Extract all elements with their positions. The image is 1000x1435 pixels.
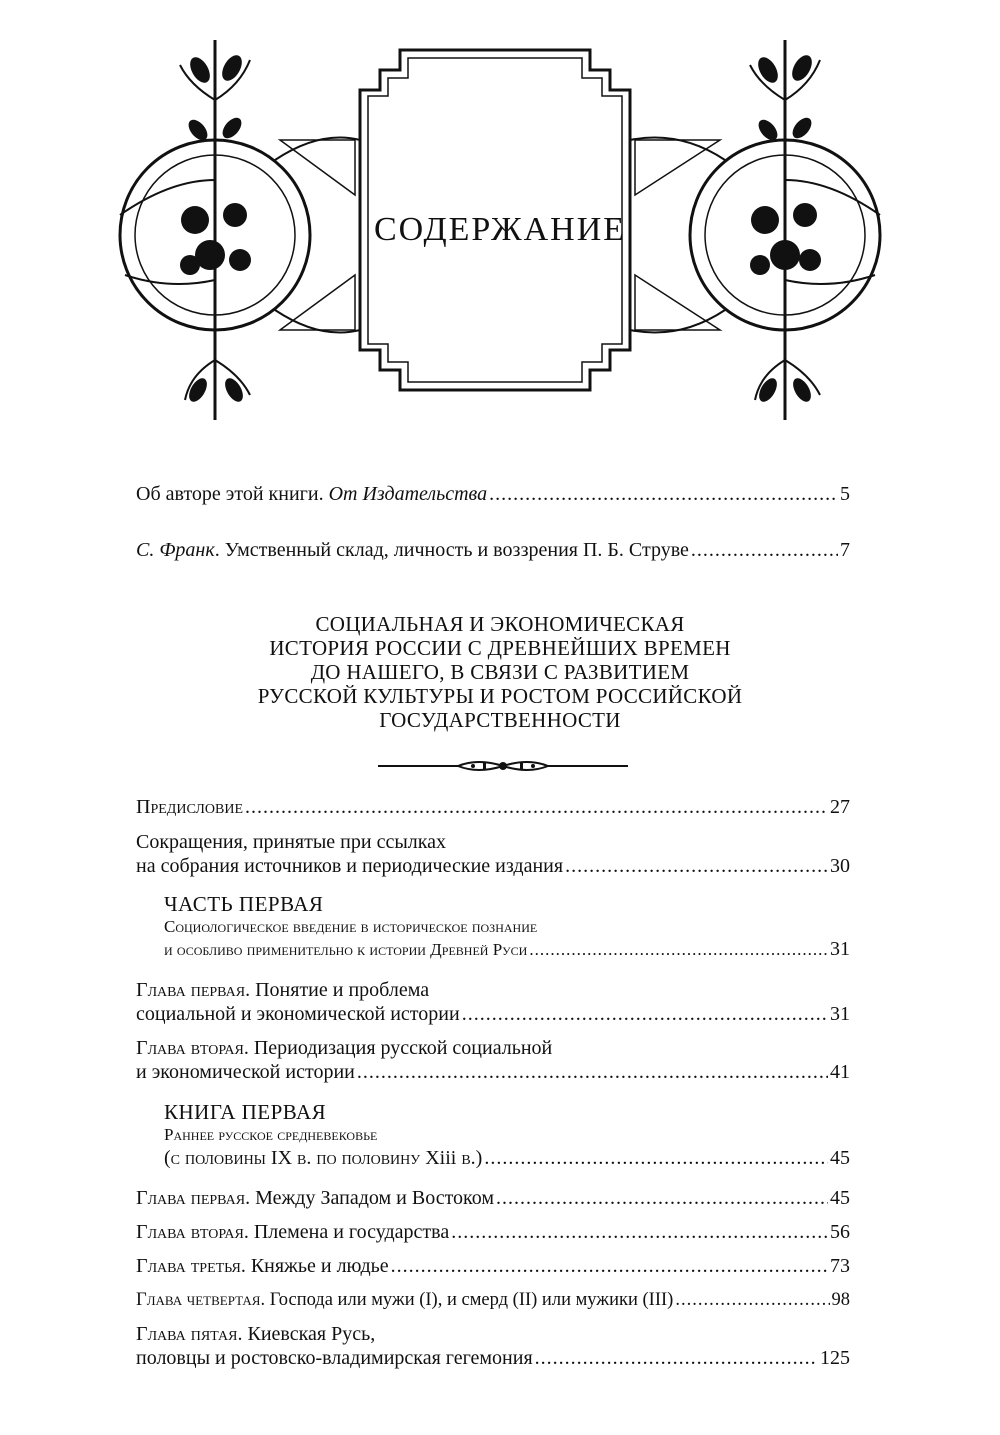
toc-entry-frank-essay[interactable] — [136, 538, 850, 562]
chapter-label: Глава третья — [136, 1255, 241, 1277]
toc-chapter-2-2[interactable] — [136, 1220, 850, 1244]
chapter-label: Глава вторая — [136, 1221, 244, 1243]
page-number: 5 — [840, 483, 850, 505]
toc-chapter-2-3[interactable] — [136, 1254, 850, 1278]
section-heading-line: РУССКОЙ КУЛЬТУРЫ И РОСТОМ РОССИЙСКОЙ — [257, 684, 743, 708]
dot-leader — [496, 1186, 828, 1210]
section-heading — [200, 612, 800, 732]
toc-chapter-2-5[interactable] — [136, 1322, 850, 1370]
chapter-label: Глава пятая — [136, 1323, 238, 1345]
page-number: 73 — [830, 1255, 850, 1277]
dot-leader — [451, 1220, 828, 1244]
entry-title: Предисловие — [136, 796, 244, 818]
entry-title: . Умственный склад, личность и воззрения П. Б. Струве — [214, 539, 689, 561]
toc-entry-abbreviations[interactable] — [136, 830, 850, 878]
book-subtitle-line: Раннее русское средневековье — [164, 1125, 378, 1144]
chapter-label: Глава вторая — [136, 1037, 244, 1059]
chapter-label: Глава четвертая — [136, 1290, 261, 1310]
toc-chapter-1-2[interactable] — [136, 1036, 850, 1084]
dot-leader — [462, 1002, 828, 1026]
dot-leader — [391, 1254, 828, 1278]
toc-chapter-1-1[interactable] — [136, 978, 850, 1026]
dot-leader — [675, 1288, 829, 1312]
chapter-title: . Между Западом и Востоком — [245, 1187, 495, 1209]
page-number: 31 — [830, 938, 850, 960]
page-number: 30 — [830, 855, 850, 877]
part-subtitle-line: и особливо применительно к истории Древней Руси — [164, 940, 528, 959]
toc-chapter-2-4[interactable] — [136, 1288, 850, 1312]
entry-prefix: Об авторе этой книги. — [136, 483, 329, 505]
dot-leader — [691, 538, 838, 562]
chapter-title-line: и экономической истории — [136, 1061, 355, 1083]
page-number: 45 — [830, 1147, 850, 1169]
chapter-title-line: . Понятие и проблема — [245, 979, 430, 1001]
entry-author: С. Франк — [136, 539, 215, 561]
chapter-title-line: . Периодизация русской социальной — [243, 1037, 553, 1059]
entry-publisher: От Издательства — [328, 483, 488, 505]
book-period-start: IX — [270, 1147, 293, 1169]
decorative-divider-icon — [378, 758, 628, 774]
page-number: 45 — [830, 1187, 850, 1209]
page-number: 27 — [830, 796, 850, 818]
chapter-title-line: социальной и экономической истории — [136, 1003, 460, 1025]
dot-leader — [489, 482, 838, 506]
section-heading-line: ГОСУДАРСТВЕННОСТИ — [379, 708, 621, 732]
book-period-close: в.) — [456, 1147, 483, 1169]
chapter-title: . Княжье и людье — [240, 1255, 389, 1277]
dot-leader — [245, 795, 828, 819]
part-heading: ЧАСТЬ ПЕРВАЯ — [164, 892, 324, 916]
chapter-title-line: . Киевская Русь, — [237, 1323, 376, 1345]
book-period-end: Xiii — [425, 1147, 457, 1169]
book-heading: КНИГА ПЕРВАЯ — [164, 1100, 327, 1124]
book-period-middle: в. по половину — [292, 1147, 426, 1169]
section-heading-line: ИСТОРИЯ РОССИИ С ДРЕВНЕЙШИХ ВРЕМЕН — [269, 636, 731, 660]
chapter-label: Глава первая — [136, 979, 246, 1001]
entry-title-line: на собрания источников и периодические издания — [136, 855, 564, 877]
section-heading-line: ДО НАШЕГО, В СВЯЗИ С РАЗВИТИЕМ — [310, 660, 690, 684]
page-number: 41 — [830, 1061, 850, 1083]
dot-leader — [529, 939, 828, 961]
section-heading-line: СОЦИАЛЬНАЯ И ЭКОНОМИЧЕСКАЯ — [315, 612, 685, 636]
dot-leader — [565, 854, 828, 878]
chapter-title-line: половцы и ростовско-владимирская гегемония — [136, 1347, 533, 1369]
page-number: 56 — [830, 1221, 850, 1243]
chapter-label: Глава первая — [136, 1187, 246, 1209]
entry-title-line: Сокращения, принятые при ссылках — [136, 831, 447, 853]
book-period-open: (с половины — [164, 1147, 271, 1169]
dot-leader — [535, 1346, 818, 1370]
dot-leader — [357, 1060, 828, 1084]
chapter-title: . Племена и государства — [243, 1221, 450, 1243]
dot-leader — [484, 1146, 828, 1170]
toc-part-one[interactable] — [164, 892, 850, 961]
chapter-title: . Господа или мужи (I), и смерд (II) или мужики (III) — [260, 1290, 674, 1310]
part-subtitle-line: Социологическое введение в историческое познание — [164, 917, 538, 936]
page-number: 31 — [830, 1003, 850, 1025]
toc-chapter-2-1[interactable] — [136, 1186, 850, 1210]
page-number: 98 — [831, 1290, 850, 1310]
toc-book-one[interactable] — [164, 1100, 850, 1170]
page-number: 7 — [840, 539, 850, 561]
page-title: СОДЕРЖАНИЕ — [373, 211, 627, 248]
toc-entry-preface[interactable] — [136, 795, 850, 819]
page-number: 125 — [820, 1347, 850, 1369]
toc-entry-about-author[interactable] — [136, 482, 850, 506]
